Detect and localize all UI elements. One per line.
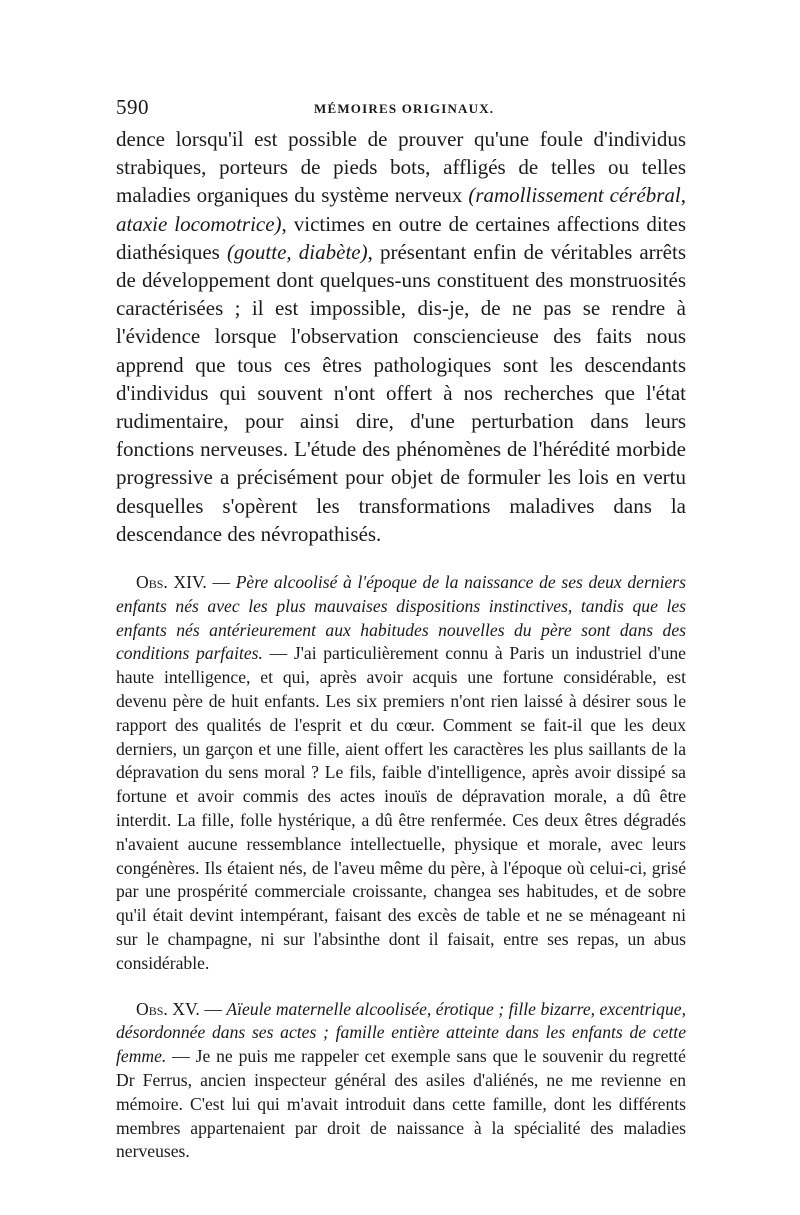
running-head bbox=[116, 95, 686, 123]
observation-title: Aïeule maternelle alcoolisée, érotique ; fille bizarre, excentrique, désordonnée dans ses actes ; famille entière atteinte dans les enfants de cette femme. bbox=[116, 998, 686, 1067]
observation-text: — Je ne puis me rappeler cet exemple sans que le souvenir du regretté Dr Ferrus, ancien inspecteur général des asiles d'aliénés, ne me revienne en mémoire. C'est lui qui m'avait introduit dans cette famille, dont les différents membres appartenaient par droit de naissance à la spécialité des maladies nerveuses. bbox=[116, 1046, 686, 1162]
observation-label: Obs. XV. bbox=[136, 998, 200, 1019]
paragraph-text: , présentant enfin de véritables arrêts de développement dont quelques-uns constituent des monstruosités caractérisées ; il est impossible, dis-je, de ne pas se rendre à l'évidence lorsque l'observation consciencieuse des faits nous apprend que tous ces êtres pathologiques sont les descendants d'individus qui souvent n'ont offert à nos recherches que l'état rudimentaire, pour ainsi dire, d'une perturbation dans leurs fonctions nerveuses. L'étude des phénomènes de l'hérédité morbide progressive a précisément pour objet de formuler les lois en vertu desquelles s'opèrent les transformations maladives dans la descendance des névropathisés. bbox=[116, 239, 686, 546]
page-number: 590 bbox=[116, 95, 149, 119]
paragraph-italic: (ramollissement cérébral, ataxie locomotrice) bbox=[116, 183, 686, 236]
observation-text: — J'ai particulièrement connu à Paris un industriel d'une haute intelligence, et qui, après avoir acquis une fortune considérable, est devenu père de huit enfants. Les six premiers n'ont rien laissé à désirer sous le rapport des qualités de l'esprit et du cœur. Comment se fait-il que les deux derniers, un garçon et une fille, aient offert les caractères les plus saillants de la dépravation du sens moral ? Le fils, faible d'intelligence, après avoir dissipé sa fortune et avoir commis des actes inouïs de dépravation morale, a dû être interdit. La fille, folle hystérique, a dû être renfermée. Ces deux êtres dégradés n'avaient aucune ressemblance intellectuelle, physique et morale, avec leurs congénères. Ils étaient nés, de l'aveu même du père, à l'époque où celui-ci, grisé par une prospérité commerciale croissante, changea ses habitudes, et de sobre qu'il était devint intempérant, faisant des excès de table et ne se ménageant ni sur le champagne, ni sur l'absinthe dont il faisait, entre ses repas, un abus considérable. bbox=[116, 643, 686, 973]
paragraph-text: , victimes en outre de certaines affections dites diathésiques bbox=[116, 211, 686, 264]
observation-dash: — bbox=[199, 998, 227, 1019]
observation-xv bbox=[116, 998, 686, 1165]
observation-label: Obs. XIV. bbox=[136, 572, 207, 593]
observation-dash: — bbox=[206, 572, 236, 593]
book-page bbox=[116, 95, 686, 1164]
observation-title: Père alcoolisé à l'époque de la naissance de ses deux derniers enfants nés avec les plus mauvaises dispositions instinctives, tandis que les enfants nés antérieurement aux habitudes nouvelles du père sont dans des conditions parfaites. bbox=[116, 572, 686, 664]
paragraph-text: dence lorsqu'il est possible de prouver qu'une foule d'individus strabiques, porteurs de pieds bots, affligés de telles ou telles maladies organiques du système nerveux bbox=[116, 127, 686, 208]
paragraph-italic: (goutte, diabète) bbox=[226, 239, 368, 264]
main-paragraph bbox=[116, 125, 686, 548]
running-title: MÉMOIRES ORIGINAUX. bbox=[314, 101, 495, 116]
observation-xiv bbox=[116, 571, 686, 976]
